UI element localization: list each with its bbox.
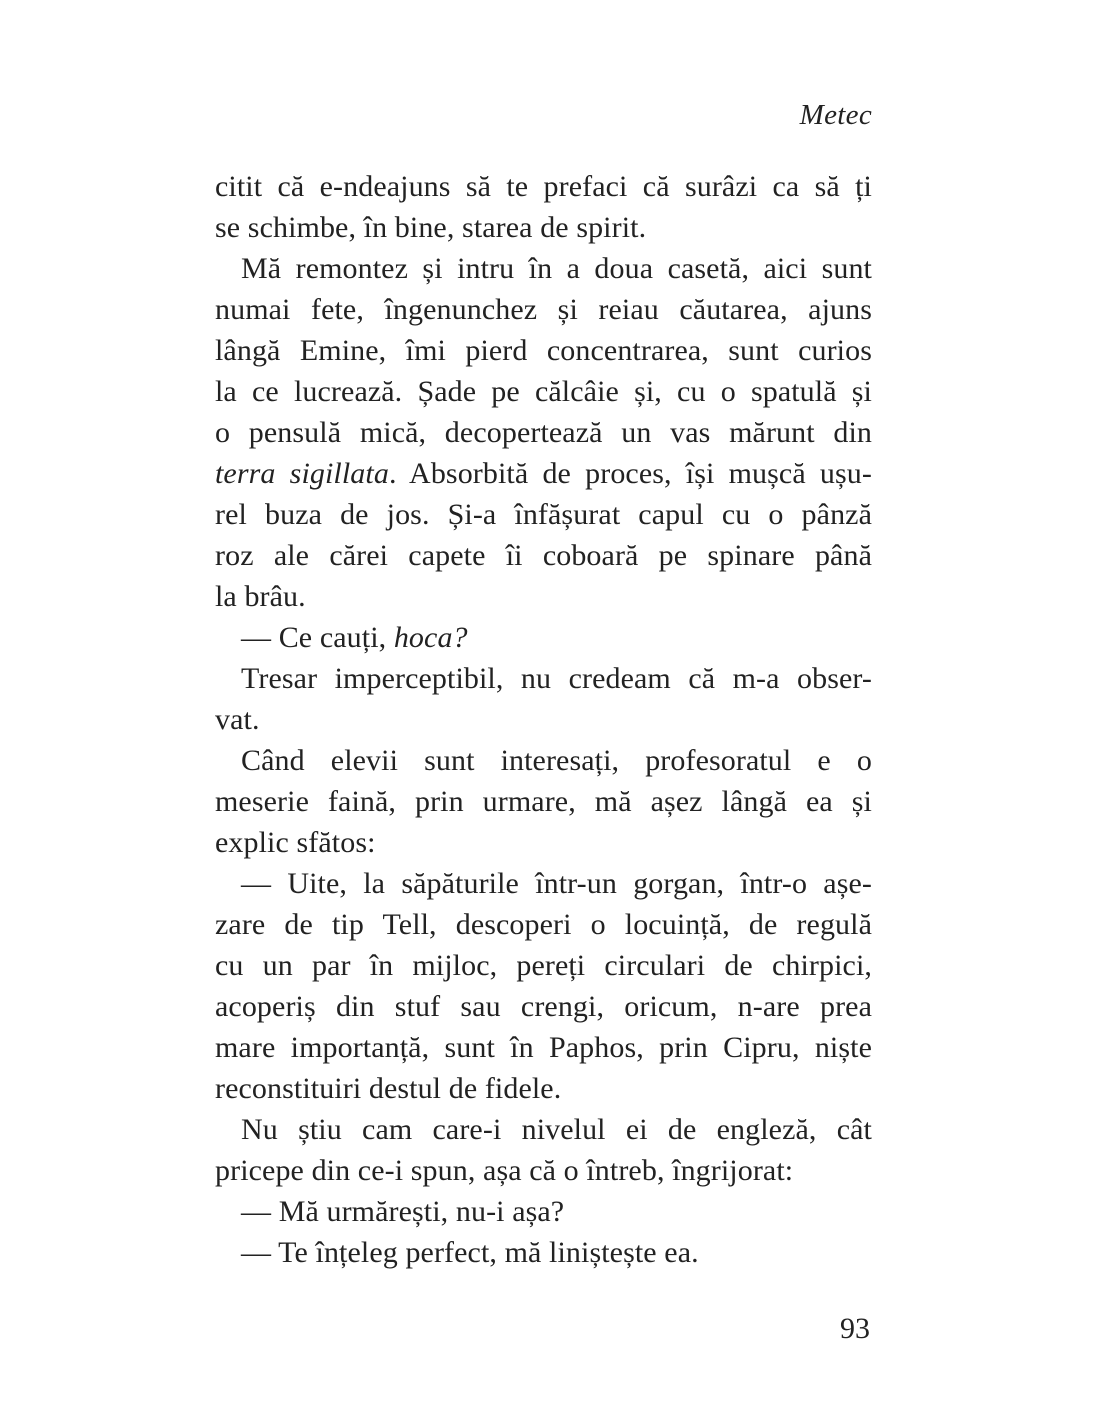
italic-text-segment: hoca? xyxy=(393,621,468,654)
text-segment: la brâu. xyxy=(215,580,306,613)
text-line xyxy=(215,658,872,699)
text-line xyxy=(215,1068,872,1109)
text-line xyxy=(215,289,872,330)
text-segment: Când elevii sunt interesați, profesoratul e o xyxy=(241,744,872,777)
paragraph xyxy=(215,863,872,1109)
body-text xyxy=(215,166,872,1273)
paragraph xyxy=(215,1232,872,1273)
paragraph xyxy=(215,740,872,863)
text-segment: — Uite, la săpăturile într-un gorgan, într-o așe- xyxy=(241,867,872,900)
text-line xyxy=(215,904,872,945)
text-line xyxy=(215,740,872,781)
italic-text-segment: terra sigillata xyxy=(215,457,389,490)
text-line xyxy=(215,576,872,617)
text-segment: . Absorbită de proces, își mușcă ușu- xyxy=(388,457,873,490)
text-segment: — Ce cauți, xyxy=(241,621,394,654)
text-segment: pricepe din ce-i spun, așa că o întreb, îngrijorat: xyxy=(215,1154,794,1187)
text-segment: explic sfătos: xyxy=(215,826,376,859)
text-segment: mare importanță, sunt în Paphos, prin Cipru, niște xyxy=(215,1031,872,1064)
running-header: Metec xyxy=(799,99,872,131)
text-segment: Mă remontez și intru în a doua casetă, aici sunt xyxy=(241,252,872,285)
paragraph xyxy=(215,1191,872,1232)
text-line xyxy=(215,371,872,412)
text-line xyxy=(215,535,872,576)
text-segment: numai fete, îngenunchez și reiau căutarea, ajuns xyxy=(215,293,872,326)
text-segment: lângă Emine, îmi pierd concentrarea, sunt curios xyxy=(215,334,872,367)
text-segment: la ce lucrează. Șade pe călcâie și, cu o spatulă și xyxy=(215,375,872,408)
text-line xyxy=(215,207,872,248)
text-segment: zare de tip Tell, descoperi o locuință, de regulă xyxy=(215,908,872,941)
text-line xyxy=(215,1232,872,1273)
paragraph xyxy=(215,617,872,658)
text-line xyxy=(215,986,872,1027)
paragraph xyxy=(215,1109,872,1191)
text-line xyxy=(215,1027,872,1068)
text-segment: Nu știu cam care-i nivelul ei de engleză, cât xyxy=(241,1113,872,1146)
text-segment: citit că e-ndeajuns să te prefaci că surâzi ca să ți xyxy=(215,170,872,203)
text-line xyxy=(215,945,872,986)
text-segment: meserie faină, prin urmare, mă așez lângă ea și xyxy=(215,785,872,818)
text-line xyxy=(215,699,872,740)
text-line xyxy=(215,1150,872,1191)
paragraph xyxy=(215,658,872,740)
text-segment: se schimbe, în bine, starea de spirit. xyxy=(215,211,647,244)
text-segment: reconstituiri destul de fidele. xyxy=(215,1072,562,1105)
text-line xyxy=(215,248,872,289)
text-segment: — Mă urmărești, nu-i așa? xyxy=(241,1195,565,1228)
text-line xyxy=(215,863,872,904)
text-line xyxy=(215,1109,872,1150)
text-line xyxy=(215,494,872,535)
text-segment: — Te înțeleg perfect, mă liniștește ea. xyxy=(241,1236,699,1269)
text-segment: vat. xyxy=(215,703,260,736)
paragraph xyxy=(215,166,872,248)
text-segment: roz ale cărei capete îi coboară pe spinare până xyxy=(215,539,872,572)
text-line xyxy=(215,453,872,494)
text-segment: acoperiș din stuf sau crengi, oricum, n-are prea xyxy=(215,990,872,1023)
text-segment: rel buza de jos. Și-a înfășurat capul cu o pânză xyxy=(215,498,872,531)
text-segment: o pensulă mică, decopertează un vas mărunt din xyxy=(215,416,872,449)
text-line xyxy=(215,1191,872,1232)
text-line xyxy=(215,781,872,822)
page-number: 93 xyxy=(840,1312,870,1345)
text-line xyxy=(215,822,872,863)
text-line xyxy=(215,166,872,207)
text-segment: Tresar imperceptibil, nu credeam că m-a obser- xyxy=(241,662,872,695)
text-segment: cu un par în mijloc, pereți circulari de chirpici, xyxy=(215,949,872,982)
text-line xyxy=(215,412,872,453)
text-line xyxy=(215,617,872,658)
text-line xyxy=(215,330,872,371)
paragraph xyxy=(215,248,872,617)
